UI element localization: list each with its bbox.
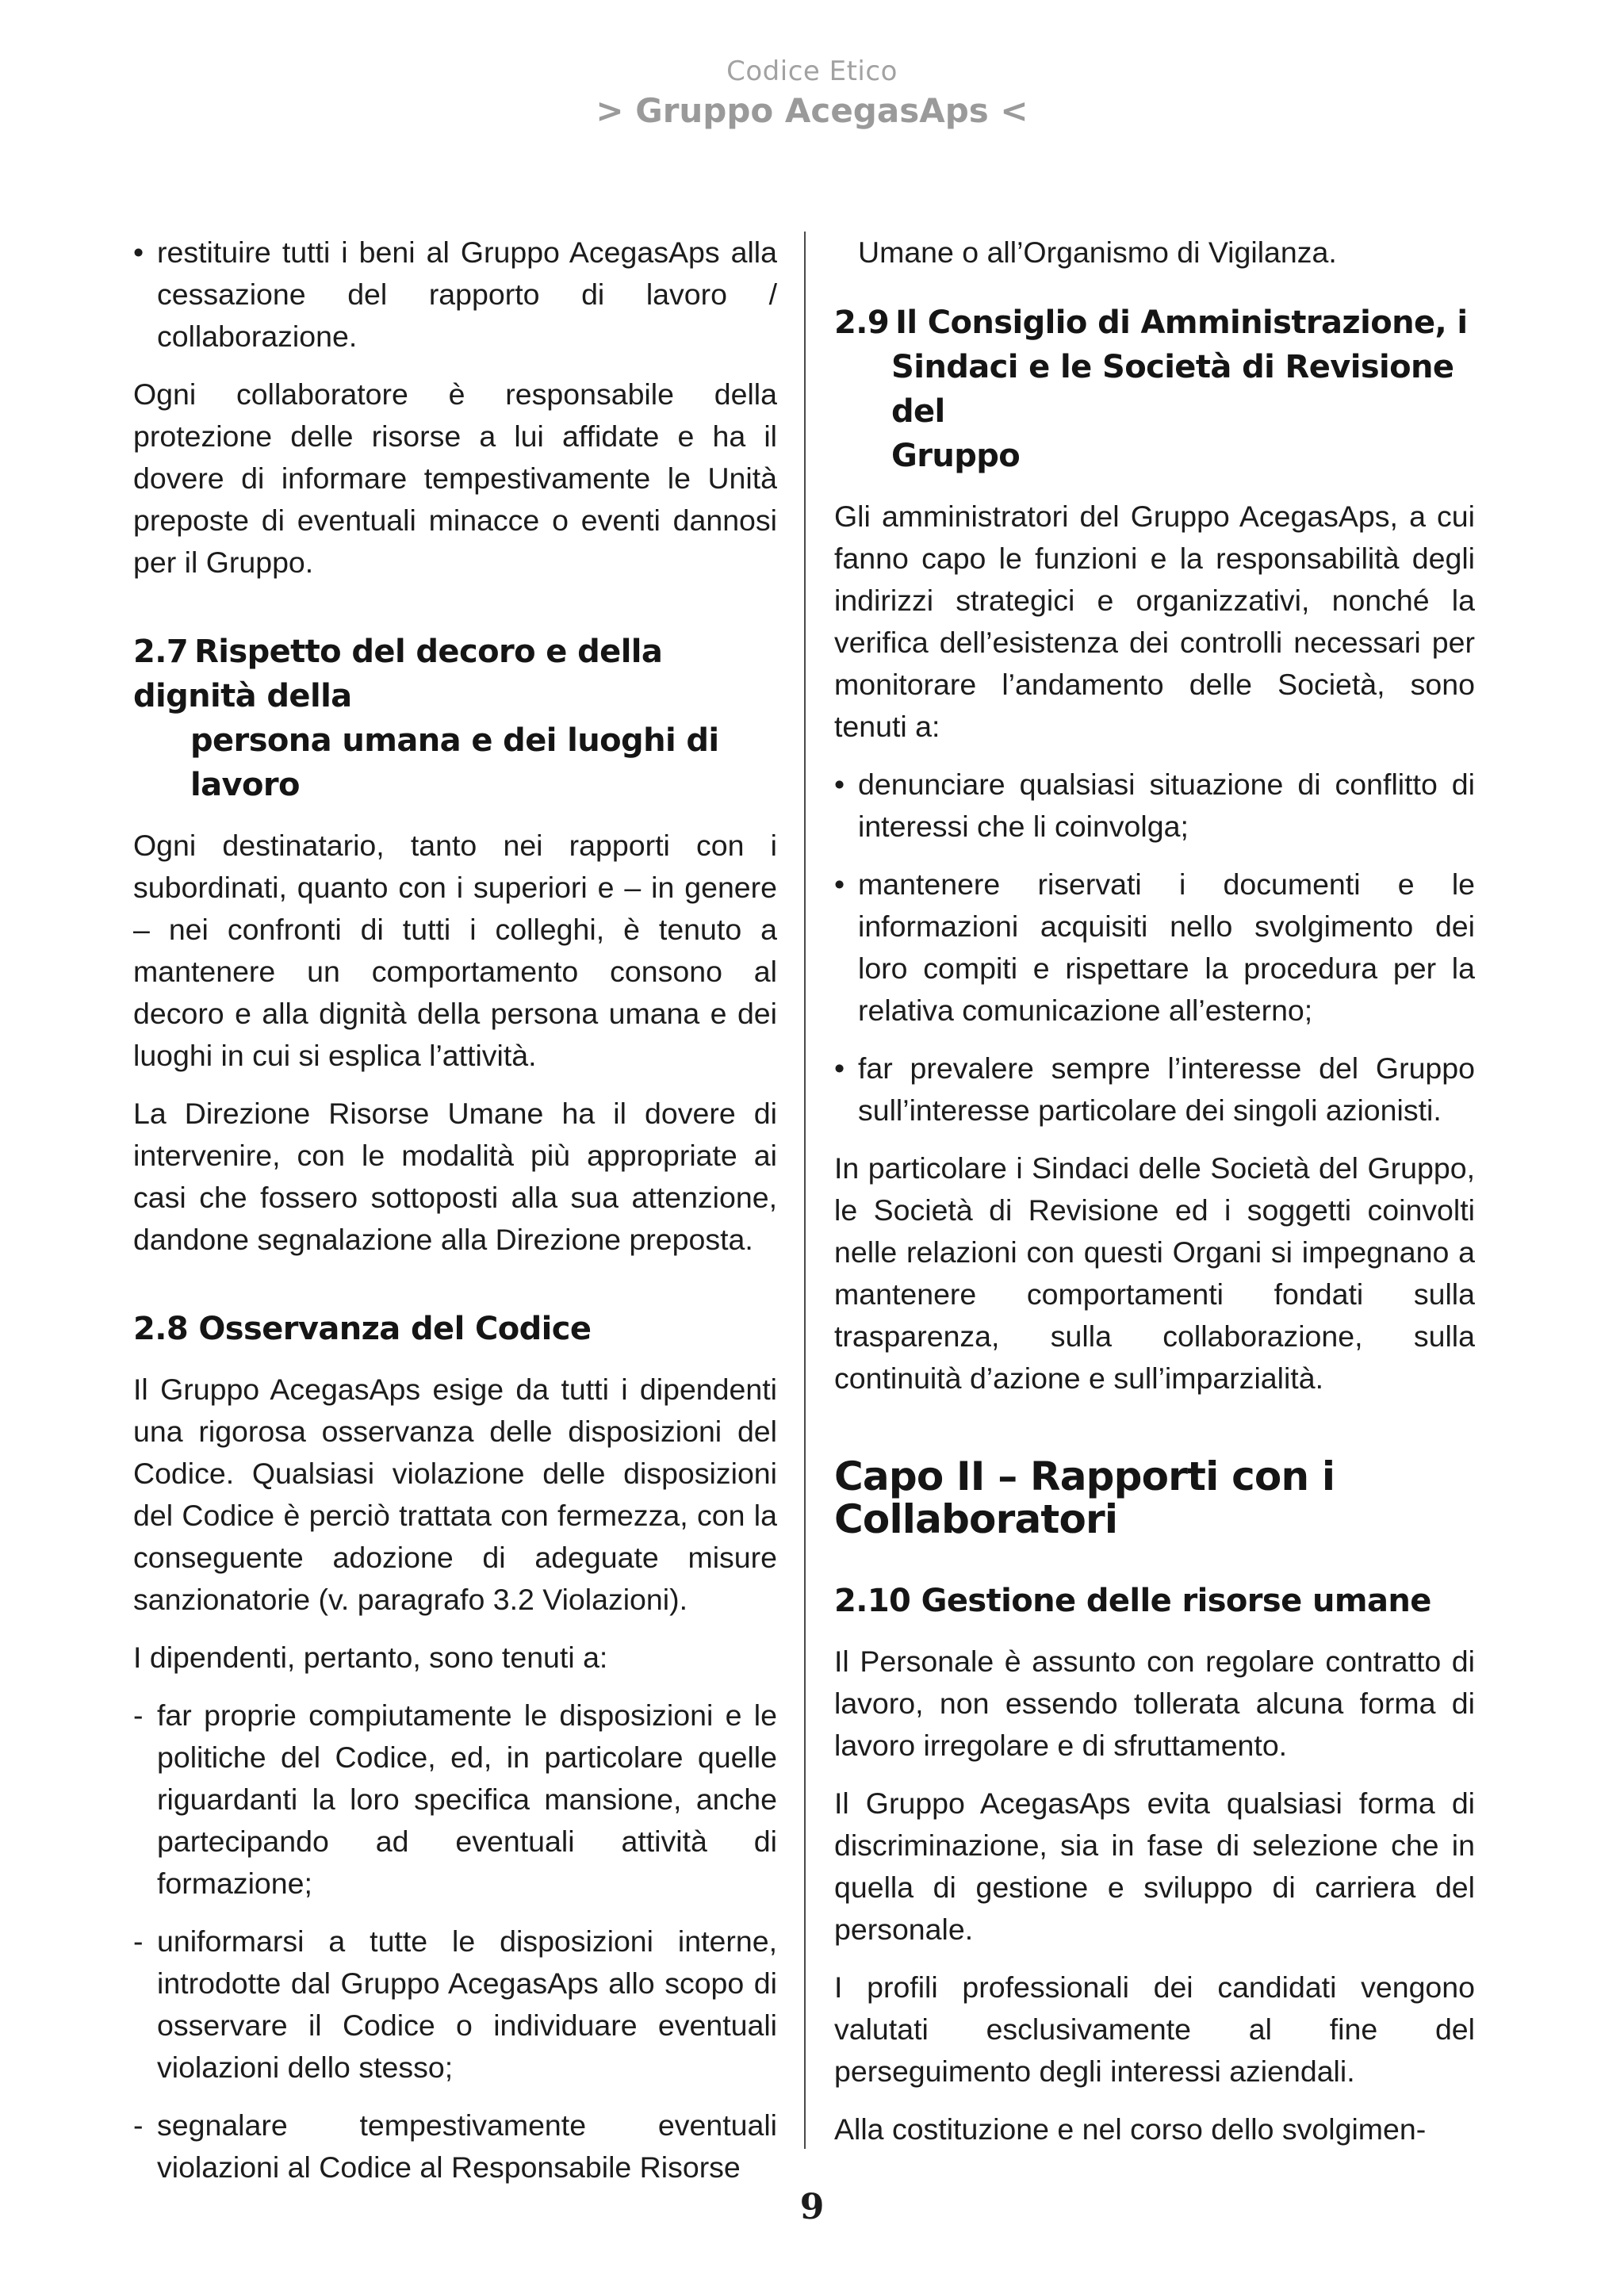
paragraph: Ogni destinatario, tanto nei rapporti con i subordinati, quanto con i superiori e – in genere – nei confronti di tutti i colleghi, è tenuto a mantenere un comportamento consono al decoro e alla dignità della persona umana e dei luoghi in cui si esplica l’attività. xyxy=(133,829,777,1072)
section-heading-2-8: 2.8 Osservanza del Codice xyxy=(133,1311,592,1347)
list-item xyxy=(834,1047,1475,1132)
paragraph: Il Gruppo AcegasAps evita qualsiasi forma di discriminazione, sia in fase di selezione che in quella di gestione e sviluppo di carriera del personale. xyxy=(834,1786,1475,1946)
page-header xyxy=(0,54,1624,133)
paragraph: Ogni collaboratore è responsabile della protezione delle risorse a lui affidate e ha il dovere di informare tempestivamente le Unità preposte di eventuali minacce o eventi dannosi per il Gruppo. xyxy=(133,377,777,579)
paragraph: Gli amministratori del Gruppo AcegasAps, a cui fanno capo le funzioni e la responsabilità degli indirizzi strategici e organizzativi, nonché la verifica dell’esistenza dei controlli necessari per monitorare l’andamento delle Società, sono tenuti a: xyxy=(834,500,1475,743)
section-title-line1: Il Consiglio di Amministrazione, i xyxy=(895,304,1468,341)
section-number: 2.7 xyxy=(133,634,189,670)
chapter-heading xyxy=(834,1455,1475,1541)
paragraph: I profili professionali dei candidati vengono valutati esclusivamente al fine del perseguimento degli interessi aziendali. xyxy=(834,1970,1475,2088)
paragraph: Il Gruppo AcegasAps esige da tutti i dipendenti una rigorosa osservanza delle disposizioni del Codice. Qualsiasi violazione delle disposizioni del Codice è perciò trattata con fermezza, con la conseguente adozione di adeguate misure sanzionatorie (v. paragrafo 3.2 Violazioni). xyxy=(133,1373,777,1616)
paragraph: Alla costituzione e nel corso dello svolgimen- xyxy=(834,2112,1427,2146)
paragraph: Il Personale è assunto con regolare contratto di lavoro, non essendo tollerata alcuna forma di lavoro irregolare e di sfruttamento. xyxy=(834,1645,1475,1762)
section-title-line2: persona umana e dei luoghi di lavoro xyxy=(190,722,719,803)
list-item xyxy=(834,764,1475,848)
section-title-line3: Gruppo xyxy=(891,438,1021,474)
section-heading-2-7 xyxy=(133,630,777,807)
list-item xyxy=(133,232,777,358)
chapter-title-line1: Capo II – Rapporti con i xyxy=(834,1453,1335,1499)
section-heading-2-10: 2.10 Gestione delle risorse umane xyxy=(834,1583,1431,1619)
chapter-title-line2: Collaboratori xyxy=(834,1496,1118,1542)
section-title-line2: Sindaci e le Società di Revisione del xyxy=(891,349,1454,430)
bullet-text: far prevalere sempre l’interesse del Gruppo sull’interesse particolare dei singoli azionisti. xyxy=(858,1051,1475,1127)
paragraph: I dipendenti, pertanto, sono tenuti a: xyxy=(133,1641,608,1674)
dash-mark: - xyxy=(133,2108,144,2142)
paragraph: In particolare i Sindaci delle Società del Gruppo, le Società di Revisione ed i soggetti coinvolti nelle relazioni con questi Organi si impegnano a mantenere comportamenti fondati sulla trasparenza, sulla collaborazione, sulla continuità d’azione e sull’imparzialità. xyxy=(834,1151,1475,1395)
bullet-mark: • xyxy=(834,768,845,801)
column-divider xyxy=(804,232,806,2149)
list-item xyxy=(133,1695,777,1905)
bullet-text: restituire tutti i beni al Gruppo AcegasAps alla cessazione del rapporto di lavoro / collaborazione. xyxy=(157,236,777,353)
continuation-text: Umane o all’Organismo di Vigilanza. xyxy=(858,236,1337,269)
dash-mark: - xyxy=(133,1924,144,1958)
list-item xyxy=(133,2104,777,2189)
section-number: 2.9 xyxy=(834,304,890,341)
dash-text: far proprie compiutamente le disposizioni e le politiche del Codice, ed, in particolare quelle riguardanti la loro specifica mansione, anche partecipando ad eventuali attività di formazione; xyxy=(157,1698,777,1900)
dash-mark: - xyxy=(133,1698,144,1732)
bullet-mark: • xyxy=(133,236,144,269)
bullet-mark: • xyxy=(834,1051,845,1085)
section-heading-2-9 xyxy=(834,301,1475,478)
bullet-text: mantenere riservati i documenti e le informazioni acquisiti nello svolgimento dei loro compiti e rispettare la procedura per la relativa comunicazione all’esterno; xyxy=(858,867,1475,1027)
bullet-text: denunciare qualsiasi situazione di conflitto di interessi che li coinvolga; xyxy=(858,768,1475,843)
list-item xyxy=(133,1920,777,2089)
section-title-line1: Rispetto del decoro e della dignità della xyxy=(133,634,663,714)
right-column xyxy=(834,232,1475,2166)
header-subtitle: > Gruppo AcegasAps < xyxy=(596,91,1028,130)
page-number: 9 xyxy=(799,2187,825,2227)
dash-text: segnalare tempestivamente eventuali violazioni al Codice al Responsabile Risorse xyxy=(157,2108,777,2184)
bullet-mark: • xyxy=(834,867,845,901)
dash-text: uniformarsi a tutte le disposizioni interne, introdotte dal Gruppo AcegasAps allo scopo di osservare il Codice o individuare eventuali violazioni dello stesso; xyxy=(157,1924,777,2084)
header-title: Codice Etico xyxy=(726,56,898,87)
left-column xyxy=(133,232,777,2204)
paragraph: La Direzione Risorse Umane ha il dovere di intervenire, con le modalità più appropriate ai casi che fossero sottoposti alla sua attenzione, dandone segnalazione alla Direzione preposta. xyxy=(133,1097,777,1256)
list-item xyxy=(834,864,1475,1032)
